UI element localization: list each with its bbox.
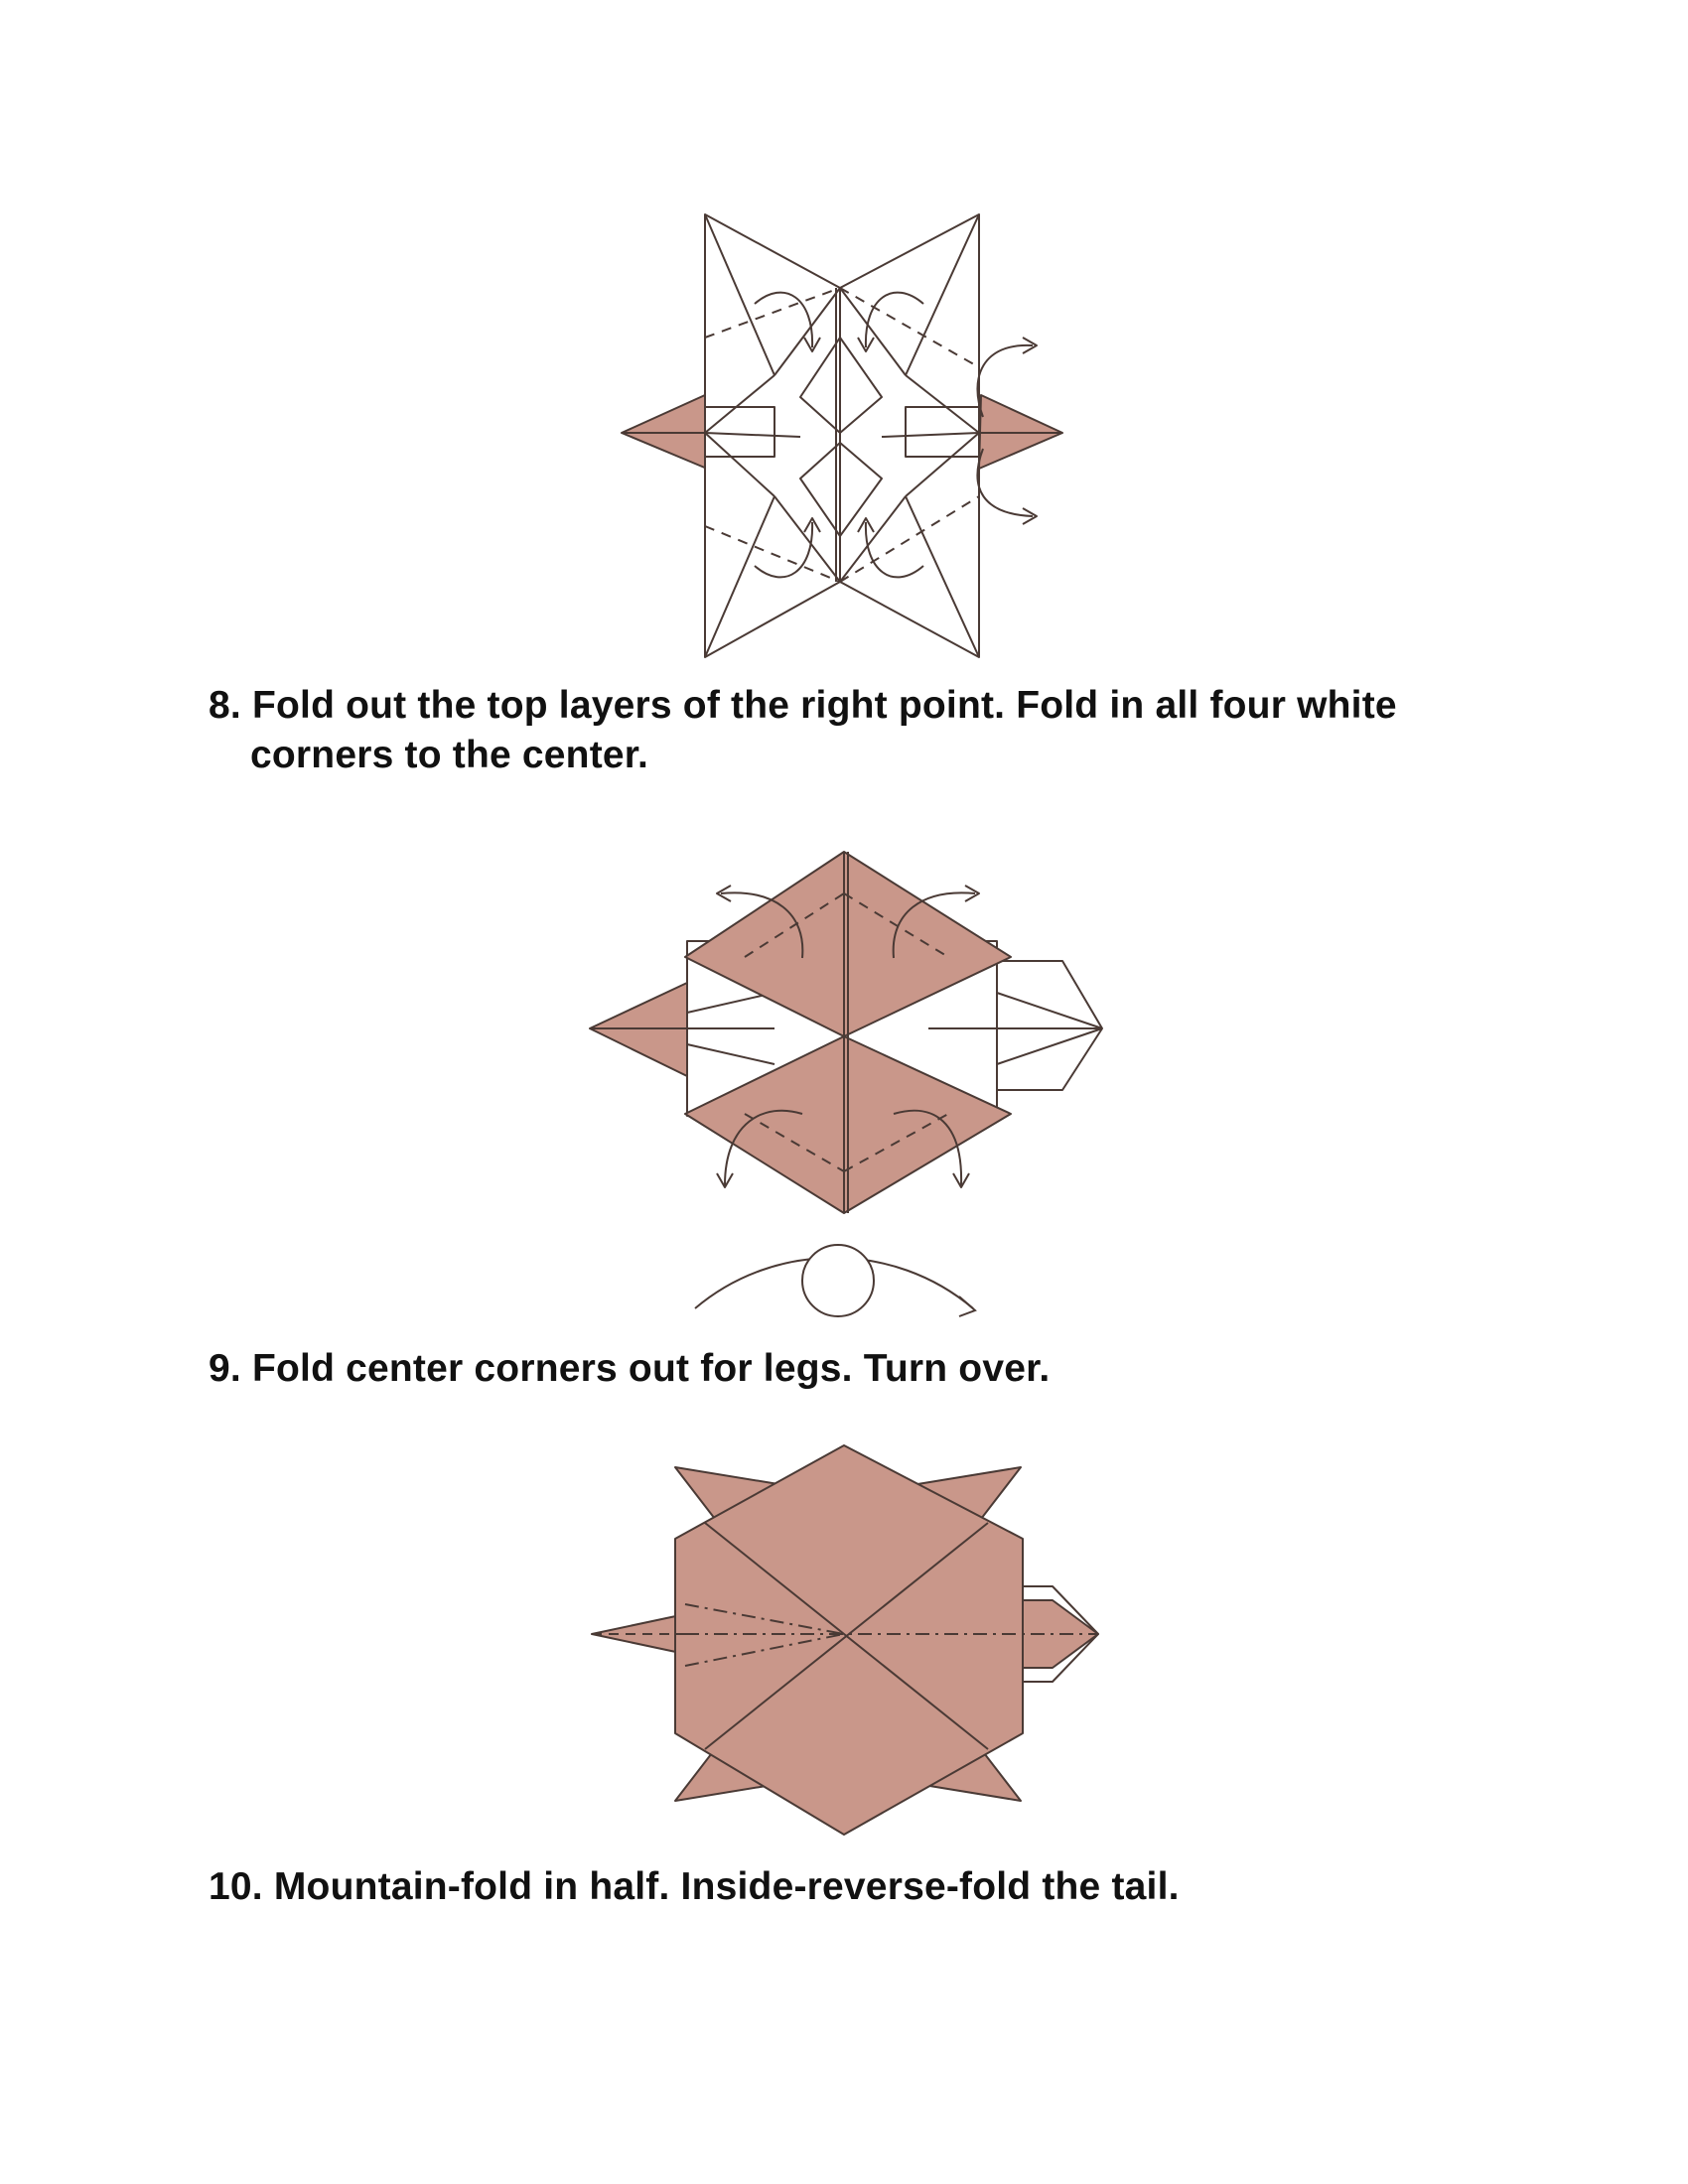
- step-8-text-line2: corners to the center.: [250, 734, 649, 776]
- diagram-step-10: [576, 1430, 1112, 1846]
- step-10-number: 10.: [209, 1865, 263, 1908]
- step-10-instruction: [209, 1862, 1180, 1912]
- step-9-instruction: [209, 1344, 1050, 1394]
- step-8-number: 8.: [209, 684, 241, 727]
- step-8-illustration: [596, 199, 1092, 675]
- step-10-text-line1: Mountain-fold in half. Inside-reverse-fold the tail.: [273, 1865, 1180, 1908]
- step-9-illustration: [576, 834, 1132, 1320]
- step-8-text-line1: Fold out the top layers of the right point. Fold in all four white: [251, 684, 1397, 727]
- diagram-step-9: [576, 834, 1132, 1320]
- step-9-text-line1: Fold center corners out for legs. Turn over.: [251, 1347, 1051, 1390]
- step-10-illustration: [576, 1430, 1112, 1846]
- step-8-instruction: [209, 681, 1397, 780]
- step-9-number: 9.: [209, 1347, 241, 1390]
- diagram-step-8: [596, 199, 1092, 675]
- turn-over-icon: [695, 1245, 975, 1316]
